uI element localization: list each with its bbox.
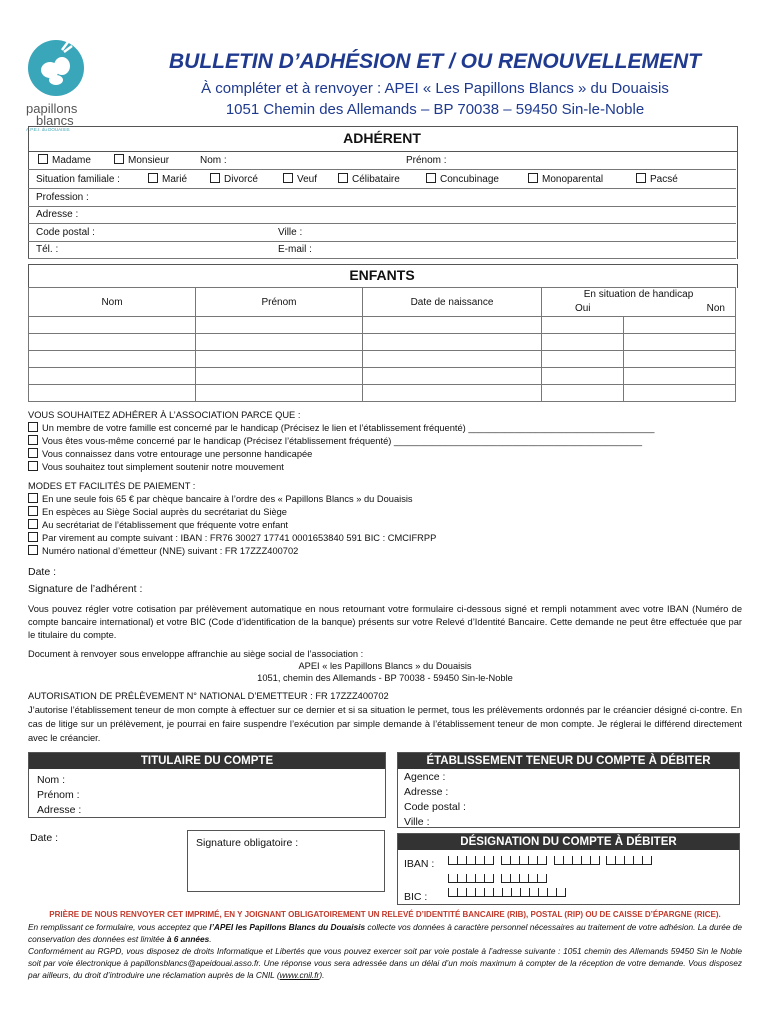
col-handicap: En situation de handicap	[542, 288, 736, 301]
logo-text-papillons: papillons	[26, 101, 78, 116]
form-title: BULLETIN D’ADHÉSION ET / OU RENOUVELLEMENT	[168, 50, 701, 73]
bic-input[interactable]	[448, 888, 566, 899]
table-row[interactable]	[29, 351, 736, 368]
paiement-checkbox[interactable]	[28, 545, 38, 555]
titulaire-date-field[interactable]: Date :	[30, 832, 59, 844]
col-nom: Nom	[29, 288, 196, 317]
tel-field[interactable]: Tél. :	[36, 244, 59, 255]
souhait-item-text: Un membre de votre famille est concerné par le handicap (Précisez le lien et l’établissement fréquenté) ____________________________________	[42, 423, 655, 433]
souhait-item-text: Vous connaissez dans votre entourage une personne handicapée	[42, 449, 313, 459]
col-prenom: Prénom	[196, 288, 363, 317]
list-item	[28, 519, 742, 532]
souhait-checkbox[interactable]	[28, 422, 38, 432]
envoi-line3: 1051, chemin des Allemands - BP 70038 - 59450 Sin-le-Noble	[257, 673, 513, 683]
enfants-heading: ENFANTS	[349, 267, 415, 283]
envoi-line1: Document à renvoyer sous enveloppe affranchie au siège social de l’association :	[28, 649, 364, 659]
souhait-item-text: Vous souhaitez tout simplement soutenir notre mouvement	[42, 462, 284, 472]
souhait-checkbox[interactable]	[28, 448, 38, 458]
list-item	[28, 532, 742, 545]
signature-obligatoire-box[interactable]	[187, 830, 385, 892]
madame-label: Madame	[52, 155, 91, 166]
table-row[interactable]	[29, 334, 736, 351]
etablissement-heading: ÉTABLISSEMENT TENEUR DU COMPTE À DÉBITER	[398, 753, 739, 769]
paiement-checkbox[interactable]	[28, 519, 38, 529]
list-item	[28, 448, 742, 461]
table-row[interactable]	[29, 317, 736, 334]
list-item	[28, 461, 742, 474]
situation-option: Monoparental	[542, 174, 604, 185]
monoparental-checkbox[interactable]	[528, 173, 538, 183]
iban-label: IBAN :	[404, 858, 435, 870]
adherent-heading: ADHÉRENT	[343, 130, 421, 146]
header-address-line2: 1051 Chemin des Allemands – BP 70038 – 59450 Sin-le-Noble	[225, 101, 645, 118]
titulaire-adresse-field[interactable]: Adresse :	[37, 804, 82, 816]
prenom-field[interactable]: Prénom :	[406, 155, 447, 166]
souhait-section	[28, 409, 742, 474]
situation-label: Situation familiale :	[36, 174, 120, 185]
situation-row	[28, 171, 736, 189]
table-row[interactable]	[29, 368, 736, 385]
situation-option: Pacsé	[650, 174, 678, 185]
paiement-item-text: Par virement au compte suivant : IBAN : FR76 30027 17741 0001653840 591 BIC : CMCIFRPP	[42, 533, 437, 543]
table-header-row	[29, 288, 736, 301]
table-row[interactable]	[29, 385, 736, 402]
tel-email-row	[28, 241, 736, 259]
titulaire-prenom-field[interactable]: Prénom :	[37, 789, 80, 801]
paiement-section	[28, 480, 742, 558]
situation-option: Divorcé	[224, 174, 258, 185]
code-postal-field[interactable]: Code postal :	[36, 227, 95, 238]
souhait-heading: VOUS SOUHAITEZ ADHÉRER À L’ASSOCIATION PARCE QUE :	[28, 410, 301, 420]
list-item	[28, 435, 742, 448]
situation-option: Célibataire	[352, 174, 400, 185]
iban-input-line2[interactable]	[448, 874, 547, 885]
iban-input[interactable]	[448, 856, 652, 867]
nom-field[interactable]: Nom :	[200, 155, 227, 166]
situation-option: Veuf	[297, 174, 318, 185]
adresse-label: Adresse :	[36, 209, 79, 220]
situation-option: Marié	[162, 174, 188, 185]
enfants-table	[28, 287, 736, 402]
butterfly-logo-icon	[22, 38, 104, 100]
paiement-checkbox[interactable]	[28, 493, 38, 503]
cnil-link[interactable]: www.cnil.fr	[279, 970, 320, 980]
autorisation-heading: AUTORISATION DE PRÉLÈVEMENT N° NATIONAL D’EMETTEUR : FR 17ZZZ400702	[28, 691, 389, 701]
paiement-checkbox[interactable]	[28, 506, 38, 516]
profession-field[interactable]	[28, 189, 736, 207]
paiement-item-text: En une seule fois 65 € par chèque bancaire à l’ordre des « Papillons Blancs » du Douaisis	[42, 494, 413, 504]
monsieur-label: Monsieur	[128, 155, 170, 166]
col-date-naissance: Date de naissance	[363, 288, 542, 317]
souhait-item-text: Vous êtes vous-même concerné par le handicap (Précisez l’établissement fréquenté) ________________________________________________	[42, 436, 643, 446]
paiement-item-text: Au secrétariat de l’établissement que fréquente votre enfant	[42, 520, 288, 530]
celibataire-checkbox[interactable]	[338, 173, 348, 183]
etab-ville-field[interactable]: Ville :	[404, 816, 430, 828]
logo-text-apei: A.P.E.I. du DOUAISIS	[26, 127, 70, 132]
prelevement-text: Vous pouvez régler votre cotisation par prélèvement automatique en nous retournant votre formulaire ci-dessous signé et rempli notamment avec votre IBAN (Numéro de compte bancaire international) et votre BIC (Code d’identification de la banque) présents sur votre Relevé d’Identité Bancaire. Cette demande ne peut être effectuée que par le titulaire du compte.	[28, 604, 742, 640]
rib-notice: PRIÈRE DE NOUS RENVOYER CET IMPRIMÉ, EN Y JOIGNANT OBLIGATOIREMENT UN RELEVÉ D’IDENTITÉ BANCAIRE (RIB), POSTAL (RIP) OU DE CAISSE D’ÉPARGNE (RICE).	[49, 910, 721, 919]
col-oui: Oui	[542, 300, 624, 317]
concubinage-checkbox[interactable]	[426, 173, 436, 183]
titulaire-heading: TITULAIRE DU COMPTE	[29, 753, 385, 769]
envoi-line2: APEI « les Papillons Blancs » du Douaisis	[298, 661, 472, 671]
list-item	[28, 506, 742, 519]
madame-checkbox[interactable]	[38, 154, 48, 164]
agence-field[interactable]: Agence :	[404, 771, 446, 783]
list-item	[28, 422, 742, 435]
etablissement-box	[397, 752, 740, 828]
designation-box	[397, 833, 740, 905]
marie-checkbox[interactable]	[148, 173, 158, 183]
paiement-item-text: En espèces au Siège Social auprès du secrétariat du Siège	[42, 507, 287, 517]
header-address-line1: À compléter et à renvoyer : APEI « Les Papillons Blancs » du Douaisis	[201, 80, 669, 97]
email-field[interactable]: E-mail :	[278, 244, 312, 255]
monsieur-checkbox[interactable]	[114, 154, 124, 164]
profession-label: Profession :	[36, 192, 89, 203]
titulaire-nom-field[interactable]: Nom :	[37, 774, 66, 786]
pacse-checkbox[interactable]	[636, 173, 646, 183]
designation-heading: DÉSIGNATION DU COMPTE À DÉBITER	[398, 834, 739, 850]
adresse-field[interactable]	[28, 206, 736, 224]
souhait-checkbox[interactable]	[28, 461, 38, 471]
divorce-checkbox[interactable]	[210, 173, 220, 183]
situation-option: Concubinage	[440, 174, 499, 185]
etab-code-postal-field[interactable]: Code postal :	[404, 801, 466, 813]
logo	[22, 38, 104, 130]
rgpd-paragraph-1: En remplissant ce formulaire, vous acceptez que l’APEI les Papillons Blancs du Douaisis collecte vos données à caractère personnel nécessaires au traitement de votre adhésion. La durée de conservation des données est limitée à 6 années.	[28, 922, 742, 944]
rgpd-paragraph-2: Conformément au RGPD, vous disposez de droits Informatique et Libertés que vous pouvez exercer soit par voie postale à l’adresse suivante : 1051 chemin des Allemands 59450 Sin le Noble soit par voie électronique à papillonsblancs@apeidouai.asso.fr. Une réponse vous sera adressée dans un délai d’un mois maximum à compter de la réception de votre demande. Vous disposez par ailleurs, du droit d’introduire une réclamation auprès de la CNIL (www.cnil.fr).	[28, 946, 742, 980]
paiement-item-text: Numéro national d’émetteur (NNE) suivant : FR 17ZZZ400702	[42, 546, 299, 556]
date-field[interactable]: Date :	[28, 566, 57, 578]
list-item	[28, 493, 742, 506]
list-item	[28, 545, 742, 558]
titulaire-box	[28, 752, 386, 818]
col-non: Non	[623, 300, 735, 317]
cp-ville-row	[28, 224, 736, 242]
civility-row	[28, 152, 736, 170]
signature-obligatoire-label: Signature obligatoire :	[196, 837, 299, 849]
logo-text-blancs: blancs	[36, 113, 74, 128]
signature-field[interactable]: Signature de l’adhérent :	[28, 583, 143, 595]
etab-adresse-field[interactable]: Adresse :	[404, 786, 449, 798]
paiement-heading: MODES ET FACILITÉS DE PAIEMENT :	[28, 481, 196, 491]
ville-field[interactable]: Ville :	[278, 227, 303, 238]
veuf-checkbox[interactable]	[283, 173, 293, 183]
bic-label: BIC :	[404, 891, 428, 903]
souhait-checkbox[interactable]	[28, 435, 38, 445]
autorisation-text: J’autorise l’établissement teneur de mon compte à effectuer sur ce dernier et si sa situation le permet, tous les prélèvements ordonnés par le créancier désigné ci-contre. En cas de litige sur un prélèvement, je pourrai en faire suspendre l’exécution par simple demande à l’établissement teneur de mon compte. Je réglerai le différend directement avec le créancier.	[28, 705, 742, 743]
paiement-checkbox[interactable]	[28, 532, 38, 542]
